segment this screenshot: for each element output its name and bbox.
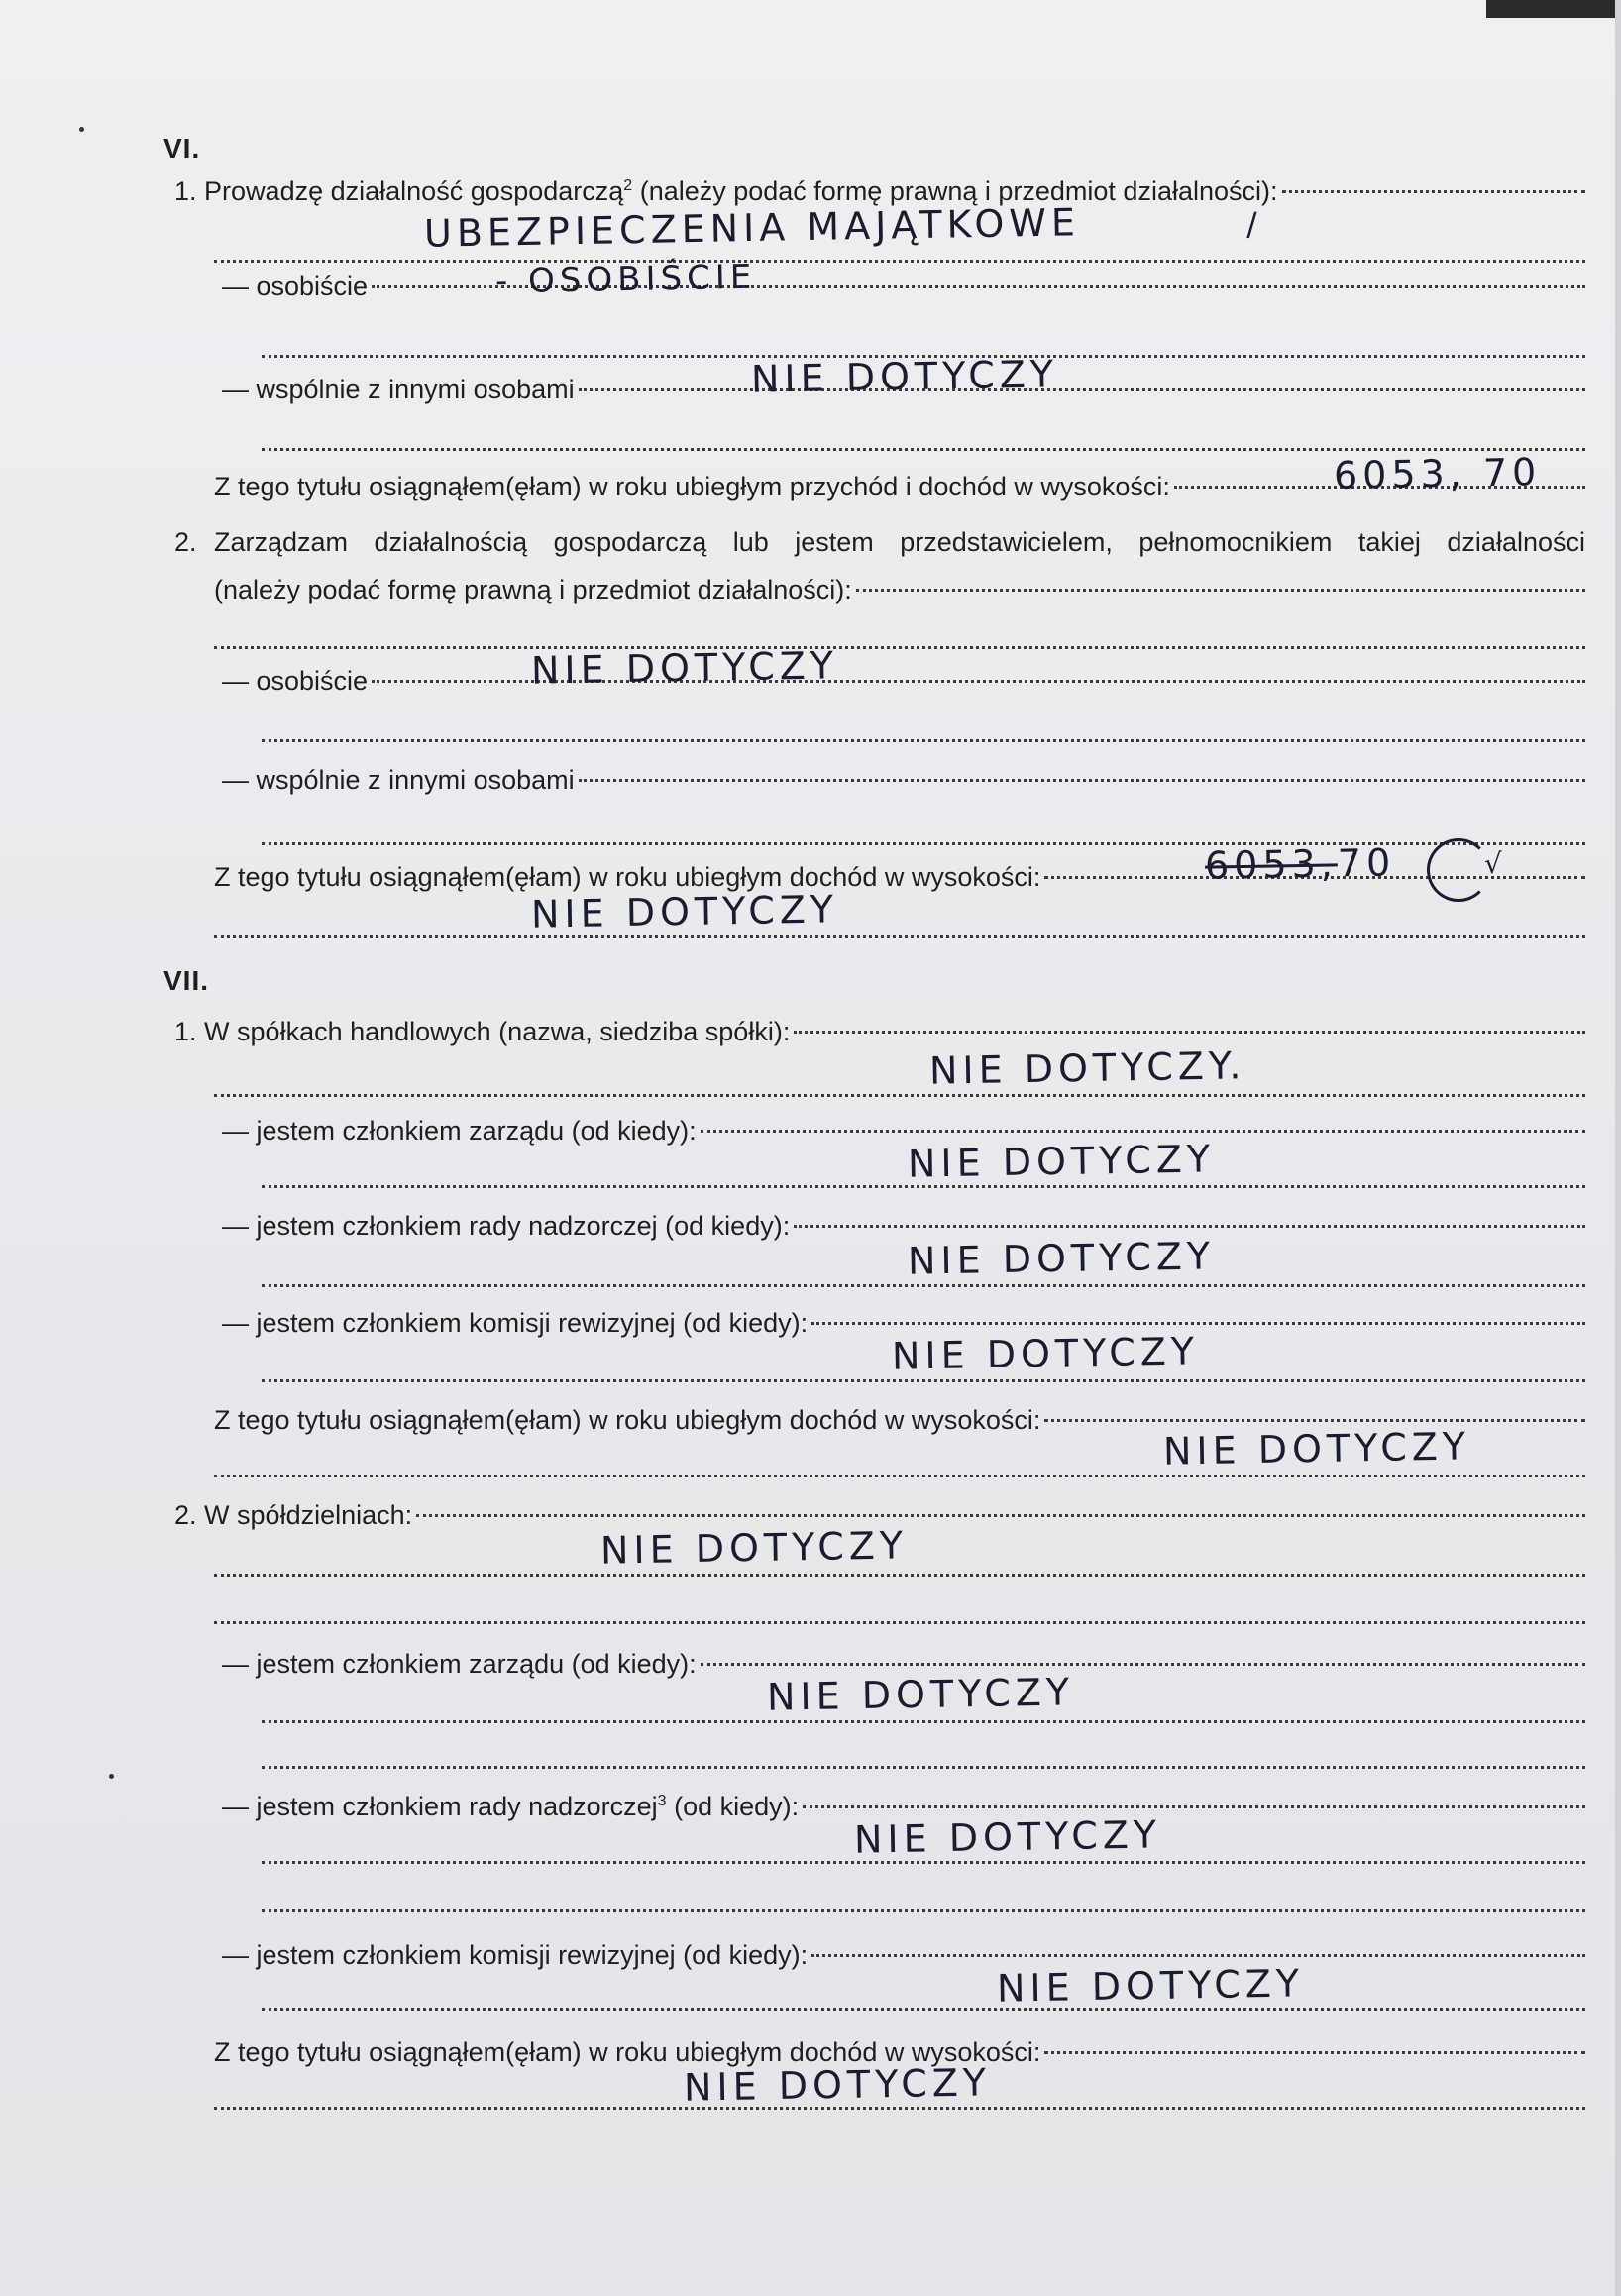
vii-item2-answer: NIE DOTYCZY [599, 1523, 909, 1573]
dotted-line [214, 935, 1585, 938]
field-label: Z tego tytułu osiągnąłem(ęłam) w roku ubiegłym dochód w wysokości: [214, 862, 1041, 892]
field-label: — wspólnie z innymi osobami [222, 765, 575, 795]
dotted-leader [701, 1130, 1585, 1133]
vii-item1-intro [0, 1015, 1621, 1048]
vii-item2-supervisory [0, 1790, 1621, 1823]
dotted-leader [416, 1514, 1585, 1517]
field-label: Z tego tytułu osiągnąłem(ęłam) w roku ubiegłym dochód w wysokości: [214, 2037, 1041, 2067]
dotted-line [262, 1909, 1585, 1912]
dotted-leader [1044, 2051, 1585, 2054]
dotted-leader [794, 1225, 1585, 1228]
vi-item1-intro [0, 174, 1621, 208]
field-label: W spółkach handlowych (nazwa, siedziba spółki): [204, 1017, 791, 1046]
item-number: 2. [174, 527, 197, 557]
vii-item2-audit [0, 1938, 1621, 1972]
scan-edge [1486, 0, 1621, 18]
vii-item1-income-answer: NIE DOTYCZY [1162, 1424, 1471, 1474]
vi-item1-income-value: 6053, 70 [1333, 450, 1542, 497]
dotted-line [214, 646, 1585, 649]
field-label: — jestem członkiem zarządu (od kiedy): [222, 1649, 697, 1679]
vii-item1-supervisory-answer: NIE DOTYCZY [907, 1234, 1216, 1283]
field-label: — wspólnie z innymi osobami [222, 375, 575, 404]
field-label: Z tego tytułu osiągnąłem(ęłam) w roku ubiegłym przychód i dochód w wysokości: [214, 472, 1170, 501]
vi-item1-answer: UBEZPIECZENIA MAJĄTKOWE [423, 200, 1081, 256]
handwritten-slash: / [1245, 204, 1263, 244]
vi-item2-income-value [1204, 840, 1396, 888]
dotted-line [262, 2008, 1585, 2011]
vii-item1-audit-answer: NIE DOTYCZY [891, 1329, 1200, 1378]
vi-item2-personal-answer: NIE DOTYCZY [530, 643, 839, 693]
field-label: — jestem członkiem rady nadzorczej [222, 1792, 658, 1821]
vii-item1-board [0, 1114, 1621, 1148]
vii-item2-supervisory-answer: NIE DOTYCZY [853, 1812, 1162, 1862]
dotted-line [214, 1574, 1585, 1577]
vii-item1-board-answer: NIE DOTYCZY [907, 1137, 1216, 1186]
section-vii-heading: VII. [163, 965, 210, 996]
field-label: — jestem członkiem rady nadzorczej (od kiedy): [222, 1211, 791, 1241]
dotted-leader [803, 1805, 1585, 1808]
scan-speck [79, 127, 84, 132]
dotted-line [262, 1720, 1585, 1723]
footnote-marker: 3 [657, 1793, 667, 1809]
vi-item2-intro-line1: Zarządzam działalnością gospodarczą lub jestem przedstawicielem, pełnomocnikiem takiej działalności [214, 527, 1585, 557]
field-label: — osobiście [222, 666, 369, 696]
dotted-leader [579, 388, 1585, 391]
vii-item1-audit [0, 1306, 1621, 1340]
vi-item2-intro-line2 [0, 573, 1621, 606]
field-label: (należy podać formę prawną i przedmiot działalności): [214, 575, 852, 604]
dotted-line [262, 1284, 1585, 1287]
vii-item2-audit-answer: NIE DOTYCZY [996, 1961, 1305, 2011]
item-number: 1. [174, 1017, 197, 1046]
dotted-leader [811, 1954, 1585, 1957]
vii-item1-supervisory [0, 1209, 1621, 1243]
income-value: 70 [1337, 840, 1396, 886]
vi-item1-personal [0, 270, 1621, 303]
vii-item1-answer: NIE DOTYCZY. [928, 1043, 1246, 1093]
vi-item2-income-answer: NIE DOTYCZY [530, 887, 839, 936]
dotted-line [214, 1621, 1585, 1624]
handwritten-tick-icon: √ [1483, 846, 1508, 881]
item-number: 2. [174, 1500, 197, 1530]
dotted-leader [1282, 190, 1586, 193]
vi-item1-personal-answer: - OSOBIŚCIE [494, 257, 757, 302]
section-vi-heading: VI. [163, 133, 201, 164]
vii-item2-income-answer: NIE DOTYCZY [683, 2060, 992, 2110]
field-label: — osobiście [222, 272, 369, 301]
struck-value: 6053, [1204, 841, 1339, 888]
footnote-marker: 2 [623, 177, 633, 194]
dotted-line [262, 1379, 1585, 1382]
dotted-line [214, 2107, 1585, 2110]
dotted-leader [794, 1031, 1585, 1034]
dotted-line [214, 1094, 1585, 1097]
field-label: (od kiedy): [666, 1792, 800, 1821]
dotted-line [262, 1766, 1585, 1769]
field-label: — jestem członkiem zarządu (od kiedy): [222, 1116, 697, 1146]
dotted-leader [1044, 1419, 1585, 1422]
dotted-leader [856, 589, 1585, 592]
dotted-line [262, 739, 1585, 742]
vi-item2-jointly [0, 763, 1621, 797]
field-label: — jestem członkiem komisji rewizyjnej (od kiedy): [222, 1308, 809, 1338]
vi-item1-jointly-answer: NIE DOTYCZY [750, 352, 1059, 401]
scan-speck [109, 1774, 114, 1779]
dotted-leader [579, 779, 1585, 782]
dotted-line [262, 1861, 1585, 1864]
dotted-line [262, 1185, 1585, 1188]
dotted-line [214, 260, 1585, 263]
field-label: W spółdzielniach: [204, 1500, 413, 1530]
vii-item2-board-answer: NIE DOTYCZY [766, 1670, 1075, 1719]
dotted-leader [811, 1322, 1585, 1325]
field-label: Z tego tytułu osiągnąłem(ęłam) w roku ubiegłym dochód w wysokości: [214, 1405, 1041, 1435]
dotted-line [262, 448, 1585, 451]
item-number: 1. [174, 176, 197, 206]
dotted-line [214, 1475, 1585, 1477]
circle-mark-icon [1427, 838, 1490, 902]
field-label: (należy podać formę prawną i przedmiot działalności): [632, 176, 1278, 206]
field-label: Prowadzę działalność gospodarczą [204, 176, 624, 206]
dotted-leader [701, 1663, 1585, 1666]
field-label: — jestem członkiem komisji rewizyjnej (od kiedy): [222, 1940, 809, 1970]
